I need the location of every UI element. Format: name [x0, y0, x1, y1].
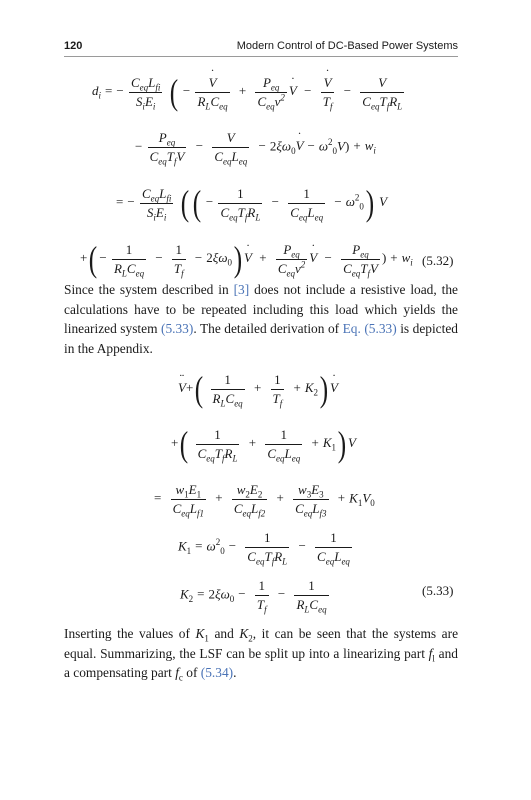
- equation-link-534[interactable]: (5.34): [200, 665, 234, 680]
- equation-link-eq-533[interactable]: Eq. (5.33): [342, 321, 397, 336]
- equation-533-line4: $K_1 = \omega^2_0$ − $\frac{1}{C_{eq}T_fR_L}$ − $\frac{1}{C_{eq}L_{eq}}$: [178, 530, 350, 567]
- equation-533-line3: = $\frac{w_1E_1}{C_{eq}L_{f1}}$ + $\frac{w_2E_2}{C_{eq}L_{f2}}$ + $\frac{w_3E_3}{C_{eq}L_{f3}}$ + $K_1V_0$: [154, 482, 375, 519]
- paragraph2-text6: .: [233, 665, 237, 680]
- equation-number-533: (5.33): [422, 583, 454, 598]
- running-header: [64, 40, 458, 54]
- book-title: Modern Control of DC-Based Power Systems: [236, 40, 458, 52]
- equation-533-line2: +( $\frac{1}{C_{eq}T_fR_L}$ + $\frac{1}{C_{eq}L_{eq}}$ + $K_1$) V: [171, 424, 356, 464]
- header-rule: [64, 56, 458, 57]
- paragraph2-text2: and: [208, 626, 240, 641]
- equation-532-line2: − $\frac{P_{eq}}{C_{eq}T_fV}$ − $\frac{V}{C_{eq}L_{eq}}$ − $2\xi\omega_0V$ ˙ − $\omega^2_0V) + w_i$: [135, 130, 376, 165]
- paragraph2-text4: and a compensating part: [64, 645, 458, 680]
- paragraph1-text4: is depicted in the Appendix.: [64, 321, 458, 356]
- paragraph-summary: Inserting the values of $K_1$ and $K_2$, it can be seen that the systems are equal. Summarizing, the LSF can be split up into a linearizing part $f_l$ and a compensating part $f_c$ of (5.34).: [64, 626, 459, 683]
- equation-533-line1: V ¨+( $\frac{1}{R_LC_{eq}}$ + $\frac{1}{T_f}$ + $K_2$) V ˙: [178, 370, 338, 408]
- citation-link-3[interactable]: [3]: [233, 282, 250, 297]
- paragraph1-text2: does not include a resistive load, the calculations have to be repeated including this load which yields the linearized system: [64, 282, 458, 336]
- equation-532-line4: +( − $\frac{1}{R_LC_{eq}}$ − $\frac{1}{T_f}$ − $2\xi\omega_0$) V ˙ + $\frac{P_{eq}}{C_{eq}v^2}$ V ˙ − $\frac{P_{eq}}{C_{eq}T_fV}$ ) + $w_i$: [80, 240, 413, 278]
- paragraph-system-description: [64, 280, 458, 358]
- equation-532-line1: $d_i$ = − $\frac{C_{eq}L_{fi}}{S_iE_i}$ ( − $\frac{V ˙}{R_LC_{eq}}$ + $\frac{P_{eq}}{C_{eq}v^2}$ V ˙ − $\frac{V ˙}{T_f}$ − $\frac{V}{C_{eq}T_fR_L}$: [92, 73, 406, 111]
- paragraph1-text3: . The detailed derivation of: [193, 321, 343, 336]
- equation-number-532: (5.32): [422, 253, 454, 268]
- page-number: 120: [64, 40, 83, 52]
- equation-532-line3: = − $\frac{C_{eq}L_{fi}}{S_iE_i}$ (( − $\frac{1}{C_{eq}T_fR_L}$ − $\frac{1}{C_{eq}L_{eq}}$ − $\omega^2_0$) V: [116, 183, 388, 223]
- paragraph2-text5: of: [182, 665, 201, 680]
- paragraph2-text3: , it can be seen that the systems are equal. Summarizing, the LSF can be split up into a linearizing part: [64, 626, 459, 661]
- paragraph2-text1: Inserting the values of: [64, 626, 196, 641]
- equation-533-line5: $K_2 = 2\xi\omega_0$ − $\frac{1}{T_f}$ − $\frac{1}{R_LC_{eq}}$: [180, 578, 327, 615]
- paragraph1-text1: Since the system described in: [64, 282, 234, 297]
- equation-link-533[interactable]: (5.33): [160, 321, 194, 336]
